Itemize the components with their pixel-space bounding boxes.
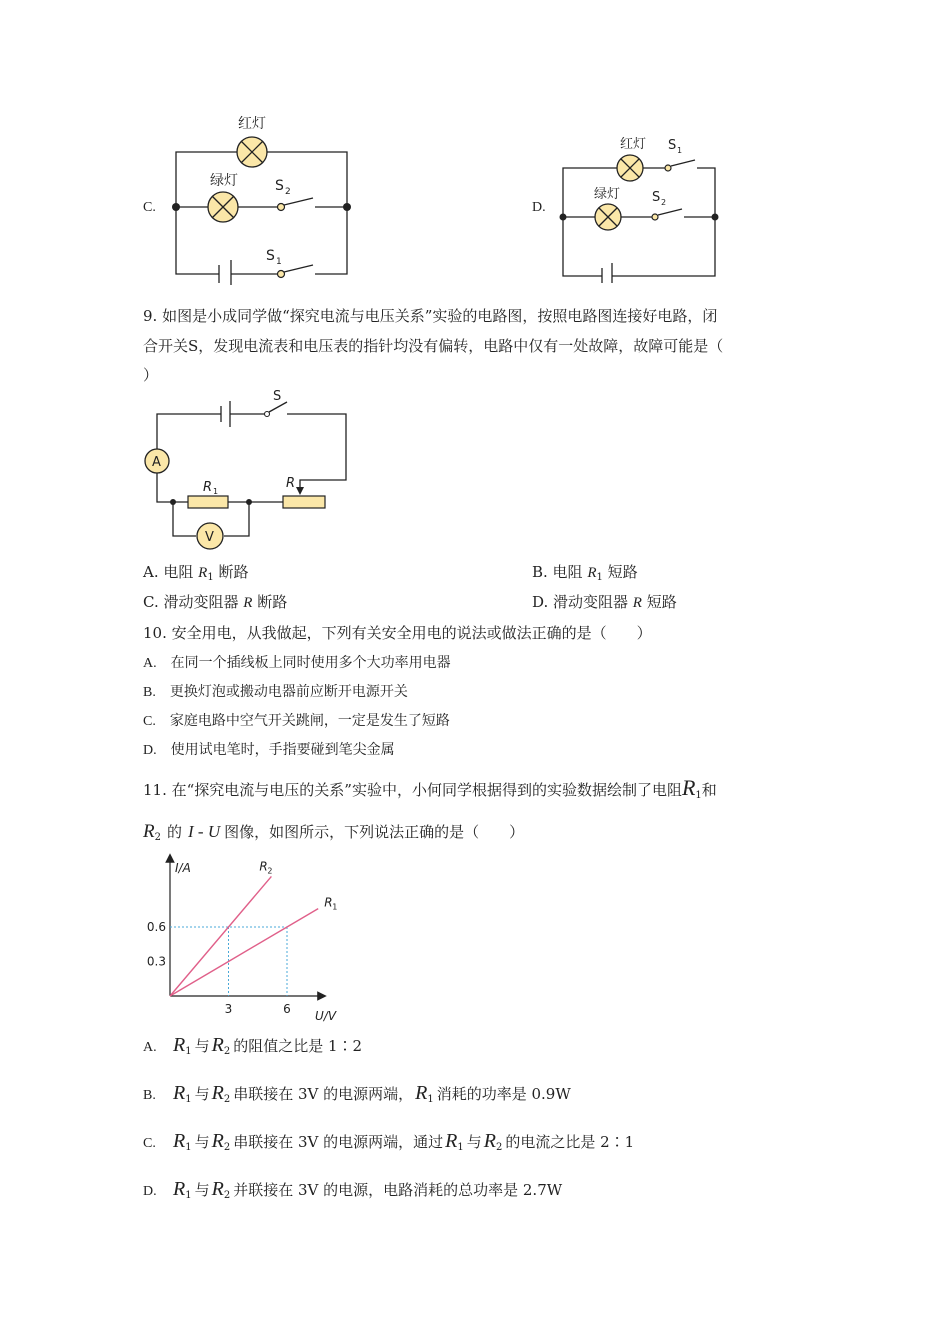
red-lamp-icon — [237, 137, 267, 167]
symbol-r: R — [211, 1130, 224, 1152]
symbol-sub: 1 — [427, 1094, 434, 1105]
label-s1-sub: 1 — [276, 257, 282, 267]
option-text: 在同一个插线板上同时使用多个大功率用电器 — [170, 655, 451, 671]
q11-option-d[interactable] — [143, 1176, 562, 1209]
symbol-r: R — [483, 1130, 496, 1152]
symbol-r: R — [243, 595, 253, 611]
stem-text: 图像，如图所示，下列说法正确的是（ ） — [224, 823, 525, 841]
slider-arrow-icon — [296, 487, 304, 495]
series-label-sub: 2 — [267, 866, 273, 876]
label-r: R — [286, 476, 296, 491]
x-axis-label: U/V — [315, 1009, 337, 1022]
q10-option-c[interactable] — [143, 711, 450, 732]
y-tick-label: 0.3 — [146, 954, 166, 969]
label-red-lamp: 红灯 — [238, 116, 266, 132]
series-label-sub: 1 — [332, 902, 338, 912]
junction-dot — [343, 203, 351, 211]
q11-stem-line2 — [143, 822, 524, 848]
junction-dot — [246, 499, 252, 505]
option-text: 断路 — [213, 563, 249, 581]
symbol-sub: 1 — [185, 1190, 192, 1201]
symbol-sub: 1 — [457, 1142, 464, 1153]
label-red-lamp: 红灯 — [620, 137, 647, 152]
option-letter: A. — [143, 656, 157, 671]
symbol-sub: 2 — [495, 1142, 503, 1153]
q11-option-c[interactable] — [143, 1128, 634, 1161]
resistor-r1 — [188, 496, 228, 508]
option-text: 的电流之比是 2∶1 — [505, 1133, 635, 1151]
symbol-r: R — [173, 1082, 186, 1104]
q9-option-c[interactable] — [143, 592, 287, 613]
option-text: 家庭电路中空气开关跳闸，一定是发生了短路 — [169, 713, 450, 729]
option-text: 与 — [194, 1181, 210, 1199]
stem-text: 11. 在“探究电流与电压的关系”实验中，小何同学根据得到的实验数据绘制了电阻 — [143, 781, 682, 799]
circuit-diagram-d — [555, 128, 725, 283]
symbol-sub: 1 — [596, 572, 603, 583]
symbol-sub: 1 — [185, 1094, 192, 1105]
q9-option-d[interactable] — [532, 592, 677, 613]
stem-text: 的 — [166, 823, 182, 841]
option-letter: B. — [143, 685, 156, 700]
switch-s1-contact-icon — [665, 165, 671, 171]
q9-stem-line2: 合开关S，发现电流表和电压表的指针均没有偏转，电路中仅有一处故障，故障可能是（ — [143, 337, 724, 355]
rheostat-r — [283, 496, 325, 508]
label-green-lamp: 绿灯 — [210, 173, 238, 189]
symbol-sub: 2 — [223, 1190, 231, 1201]
option-letter: B. — [143, 1088, 156, 1103]
symbol-r: R — [632, 595, 642, 611]
symbol-sub: 1 — [185, 1046, 192, 1057]
option-letter: D. — [143, 1184, 157, 1199]
ammeter-label: A — [152, 455, 161, 470]
symbol-r: R — [211, 1034, 224, 1056]
circuit-diagram-q9 — [140, 388, 360, 553]
label-r1-sub: 1 — [213, 487, 219, 496]
junction-dot — [170, 499, 176, 505]
option-text: C. 滑动变阻器 — [143, 593, 244, 611]
option-text: B. 电阻 — [532, 563, 588, 581]
symbol-r: R — [198, 565, 208, 581]
symbol-sub: 2 — [223, 1094, 231, 1105]
label-s1: S — [266, 248, 275, 264]
y-axis-label: I/A — [175, 861, 191, 875]
q9-option-a[interactable] — [143, 562, 248, 588]
option-text: 串联接在 3V 的电源两端， — [233, 1085, 414, 1103]
x-tick-label: 6 — [283, 1002, 291, 1016]
switch-s1-contact-icon — [278, 271, 285, 278]
switch-s2-contact-icon — [652, 214, 658, 220]
option-text: D. 滑动变阻器 — [532, 593, 633, 611]
symbol-r: R — [445, 1130, 458, 1152]
symbol-r: R — [681, 775, 696, 800]
q11-stem-line1 — [143, 775, 717, 806]
series-line-r2 — [170, 876, 271, 996]
symbol-sub: 1 — [185, 1142, 192, 1153]
green-lamp-icon — [595, 204, 621, 230]
option-letter: A. — [143, 1040, 157, 1055]
symbol-r: R — [173, 1130, 186, 1152]
option-text: 并联接在 3V 的电源，电路消耗的总功率是 2.7W — [233, 1181, 563, 1199]
symbol-r: R — [173, 1178, 186, 1200]
symbol-iu: I - U — [188, 822, 221, 841]
symbol-sub: 1 — [695, 790, 702, 801]
option-letter: C. — [143, 714, 156, 729]
label-s1-sub: 1 — [677, 146, 683, 155]
symbol-r: R — [211, 1178, 224, 1200]
symbol-r: R — [211, 1082, 224, 1104]
q10-option-a[interactable] — [143, 653, 451, 674]
option-letter-d: D. — [532, 200, 546, 215]
label-s2-sub: 2 — [285, 187, 291, 197]
label-s1: S — [668, 138, 677, 153]
option-text: 使用试电笔时，手指要碰到笔尖金属 — [170, 742, 395, 758]
symbol-sub: 1 — [207, 572, 214, 583]
option-text: 与 — [466, 1133, 482, 1151]
symbol-r: R — [415, 1082, 428, 1104]
junction-dot — [712, 214, 719, 221]
q11-option-b[interactable] — [143, 1080, 571, 1113]
junction-dot — [560, 214, 567, 221]
label-s2: S — [652, 190, 661, 205]
y-tick-label: 0.6 — [146, 920, 166, 934]
red-lamp-icon — [617, 155, 643, 181]
option-letter-c: C. — [143, 200, 156, 215]
symbol-sub: 2 — [223, 1142, 231, 1153]
q10-stem: 10. 安全用电，从我做起，下列有关安全用电的说法或做法正确的是（ ） — [143, 624, 652, 642]
switch-s2-contact-icon — [278, 204, 285, 211]
circuit-diagram-c — [165, 110, 365, 285]
option-letter: C. — [143, 1136, 156, 1151]
option-text: 短路 — [602, 563, 638, 581]
option-text: 短路 — [641, 593, 677, 611]
green-lamp-icon — [208, 192, 238, 222]
q10-option-d[interactable] — [143, 740, 395, 761]
label-green-lamp: 绿灯 — [594, 187, 621, 202]
label-s2-sub: 2 — [661, 198, 667, 207]
option-text: 消耗的功率是 0.9W — [436, 1085, 571, 1103]
option-text: 串联接在 3V 的电源两端，通过 — [233, 1133, 444, 1151]
option-text: A. 电阻 — [143, 563, 199, 581]
label-s2: S — [275, 178, 284, 194]
iu-graph — [140, 852, 355, 1022]
symbol-r: R — [173, 1034, 186, 1056]
q9-stem-line3: ） — [143, 366, 159, 384]
voltmeter-label: V — [205, 530, 214, 545]
label-switch-s: S — [273, 389, 282, 404]
series-line-r1 — [170, 909, 318, 996]
option-text: 与 — [194, 1133, 210, 1151]
label-r1: R — [203, 480, 213, 495]
option-text: 与 — [194, 1037, 210, 1055]
series-label-r1: R — [324, 895, 333, 910]
x-tick-label: 3 — [224, 1002, 233, 1016]
junction-dot — [172, 203, 180, 211]
stem-text: 和 — [701, 781, 717, 799]
series-label-r2: R — [259, 859, 268, 874]
q10-option-b[interactable] — [143, 682, 408, 703]
symbol-sub: 2 — [154, 832, 161, 843]
q9-option-b[interactable] — [532, 562, 638, 588]
option-text: 更换灯泡或搬动电器前应断开电源开关 — [169, 684, 408, 700]
option-text: 的阻值之比是 1∶2 — [233, 1037, 363, 1055]
symbol-r: R — [143, 821, 155, 842]
option-text: 断路 — [252, 593, 288, 611]
q9-stem-line1: 9. 如图是小成同学做“探究电流与电压关系”实验的电路图，按照电路图连接好电路，闭 — [143, 307, 718, 325]
symbol-sub: 2 — [223, 1046, 231, 1057]
option-letter: D. — [143, 743, 157, 758]
switch-contact-icon — [265, 412, 270, 417]
option-text: 与 — [194, 1085, 210, 1103]
q11-option-a[interactable] — [143, 1032, 362, 1065]
symbol-r: R — [587, 565, 597, 581]
